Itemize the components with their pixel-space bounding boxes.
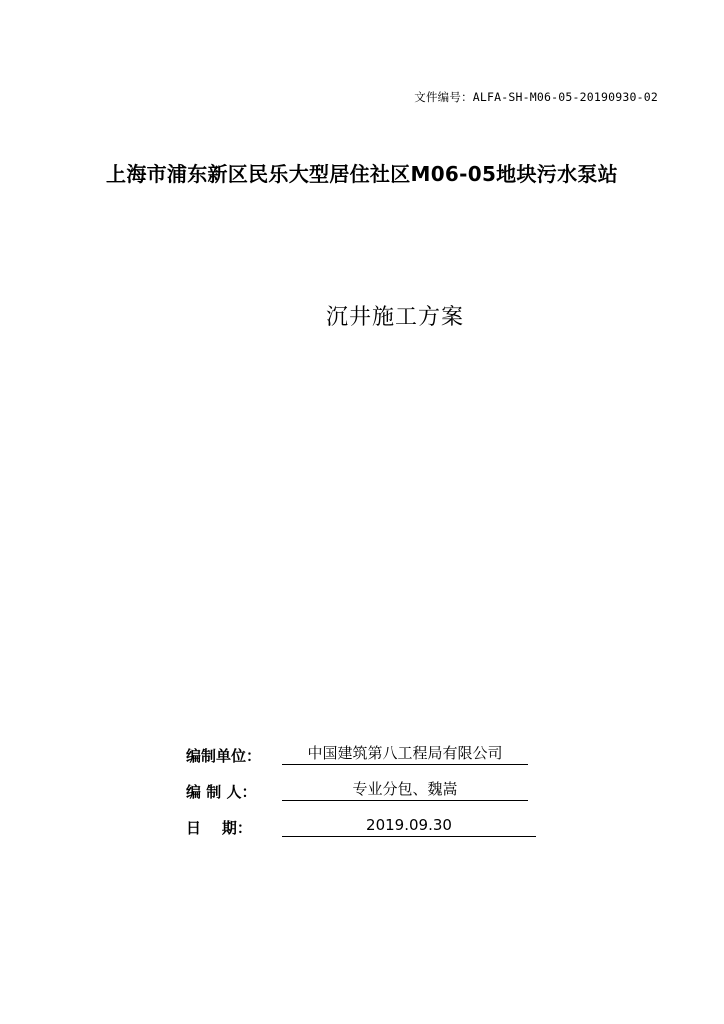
info-value-date: 2019.09.30 [282,814,536,837]
document-title: 上海市浦东新区民乐大型居住社区M06-05地块污水泵站 [106,162,618,186]
info-row-date [186,814,546,850]
info-label-author: 编 制 人： [186,783,257,801]
info-label-unit: 编制单位： [186,747,262,765]
document-info-block [186,742,546,850]
info-label-date: 日 期： [186,819,252,837]
info-value-unit: 中国建筑第八工程局有限公司 [282,742,528,765]
document-number: 文件编号：ALFA-SH-M06-05-20190930-02 [414,90,658,104]
info-row-unit [186,742,546,778]
info-value-author: 专业分包、魏嵩 [282,778,528,801]
info-row-author [186,778,546,814]
document-subtitle: 沉井施工方案 [325,305,464,330]
